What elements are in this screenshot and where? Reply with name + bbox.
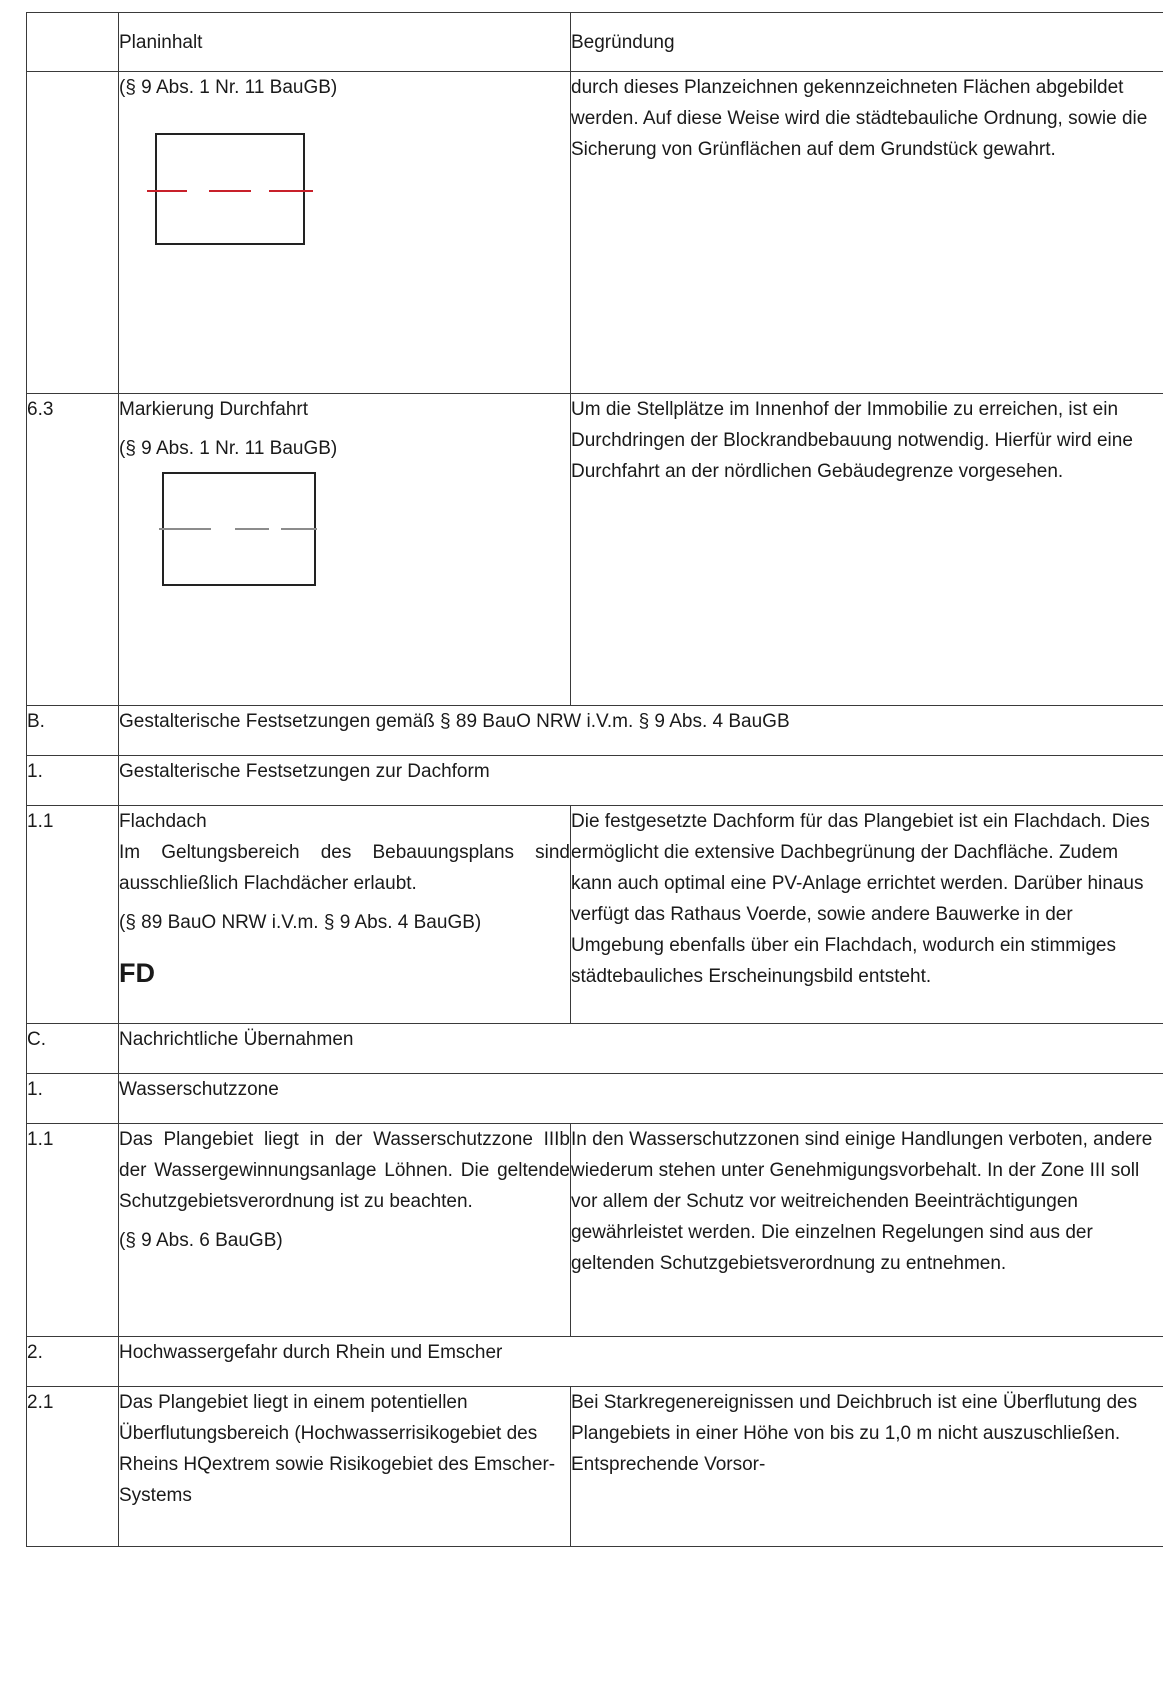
symbol-dash	[269, 190, 313, 192]
row-number: 6.3	[27, 394, 119, 706]
symbol-dash	[281, 528, 317, 530]
symbol-dash	[159, 528, 211, 530]
item-description: Das Plangebiet liegt in der Wasserschutzzone IIIb der Wassergewinnungsanlage Löhnen. Die geltende Schutzgebietsverordnung ist zu beachten.	[119, 1129, 570, 1212]
section-number: C.	[27, 1024, 119, 1074]
table-header-row	[27, 13, 1163, 72]
item-title: Flachdach	[119, 811, 207, 832]
table-row	[27, 1124, 1163, 1337]
section-number: 1.	[27, 1074, 119, 1124]
header-begruendung: Begründung	[571, 13, 1163, 72]
section-title: Hochwassergefahr durch Rhein und Emscher	[119, 1337, 1163, 1387]
regulations-table	[26, 12, 1163, 1547]
symbol-frame	[155, 133, 305, 245]
header-number-cell	[27, 13, 119, 72]
header-planinhalt: Planinhalt	[119, 13, 571, 72]
item-title: Markierung Durchfahrt	[119, 399, 309, 420]
section-row	[27, 1074, 1163, 1124]
legal-reference: (§ 9 Abs. 1 Nr. 11 BauGB)	[119, 77, 338, 98]
begruendung-cell: Bei Starkregenereignissen und Deichbruch ist eine Überflutung des Plangebiets in einer Höhe von bis zu 1,0 m nicht auszuschließen. Entsprechende Vorsor-	[571, 1387, 1163, 1547]
legal-reference: (§ 89 BauO NRW i.V.m. § 9 Abs. 4 BauGB)	[119, 912, 482, 933]
planinhalt-cell	[119, 72, 571, 394]
symbol-dash	[235, 528, 269, 530]
section-row	[27, 756, 1163, 806]
section-row	[27, 706, 1163, 756]
section-title: Gestalterische Festsetzungen zur Dachform	[119, 756, 1163, 806]
flat-roof-symbol: FD	[119, 958, 155, 988]
table-row	[27, 1387, 1163, 1547]
begruendung-cell: durch dieses Planzeichnen gekennzeichneten Flächen abgebildet werden. Auf diese Weise wird die städtebauliche Ordnung, sowie die Sicherung von Grünflächen auf dem Grundstück gewahrt.	[571, 72, 1163, 394]
item-description: Im Geltungsbereich des Bebauungsplans sind ausschließlich Flachdächer erlaubt.	[119, 842, 570, 894]
symbol-dash	[209, 190, 251, 192]
symbol-dash	[147, 190, 187, 192]
planinhalt-cell	[119, 1124, 571, 1337]
table-row	[27, 394, 1163, 706]
row-number: 1.1	[27, 1124, 119, 1337]
section-row	[27, 1024, 1163, 1074]
legal-reference: (§ 9 Abs. 6 BauGB)	[119, 1230, 283, 1251]
planinhalt-cell	[119, 394, 571, 706]
plan-symbol-passage-marking	[119, 464, 570, 584]
row-number-cell	[27, 72, 119, 394]
table-row	[27, 806, 1163, 1024]
section-row	[27, 1337, 1163, 1387]
begruendung-cell: Um die Stellplätze im Innenhof der Immobilie zu erreichen, ist ein Durchdringen der Blockrandbebauung notwendig. Hierfür wird eine Durchfahrt an der nördlichen Gebäudegrenze vorgesehen.	[571, 394, 1163, 706]
section-number: 1.	[27, 756, 119, 806]
row-number: 1.1	[27, 806, 119, 1024]
table-row	[27, 72, 1163, 394]
plan-symbol-green-boundary	[119, 103, 570, 223]
legal-reference: (§ 9 Abs. 1 Nr. 11 BauGB)	[119, 438, 338, 459]
planinhalt-cell	[119, 806, 571, 1024]
section-number: B.	[27, 706, 119, 756]
begruendung-cell: Die festgesetzte Dachform für das Plangebiet ist ein Flachdach. Dies ermöglicht die extensive Dachbegrünung der Dachfläche. Zudem kann auch optimal eine PV-Anlage errichtet werden. Darüber hinaus verfügt das Rathaus Voerde, sowie andere Bauwerke in der Umgebung ebenfalls über ein Flachdach, wodurch ein stimmiges städtebauliches Erscheinungsbild entsteht.	[571, 806, 1163, 1024]
section-title: Gestalterische Festsetzungen gemäß § 89 BauO NRW i.V.m. § 9 Abs. 4 BauGB	[119, 706, 1163, 756]
section-number: 2.	[27, 1337, 119, 1387]
section-title: Nachrichtliche Übernahmen	[119, 1024, 1163, 1074]
begruendung-cell: In den Wasserschutzzonen sind einige Handlungen verboten, andere wiederum stehen unter Genehmigungsvorbehalt. In der Zone III soll vor allem der Schutz vor weitreichenden Beeinträchtigungen gewährleistet werden. Die einzelnen Regelungen sind aus der geltenden Schutzgebietsverordnung zu entnehmen.	[571, 1124, 1163, 1337]
section-title: Wasserschutzzone	[119, 1074, 1163, 1124]
row-number: 2.1	[27, 1387, 119, 1547]
planinhalt-cell: Das Plangebiet liegt in einem potentiellen Überflutungsbereich (Hochwasserrisikogebiet des Rheins HQextrem sowie Risikogebiet des Emscher-Systems	[119, 1387, 571, 1547]
